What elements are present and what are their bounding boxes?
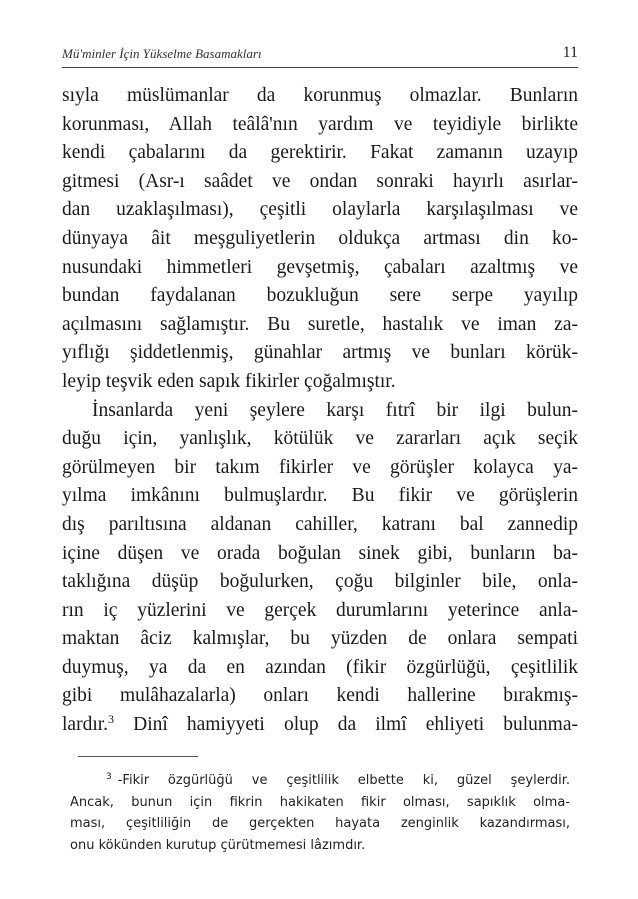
text-line: maktan âciz kalmışlar, bu yüzden de onlara sempati <box>62 628 578 650</box>
text-line: yılma imkânını bulmuşlardır. Bu fikir ve görüşlerin <box>62 485 578 507</box>
footnote-line: ması, çeşitliliğin de gerçekten hayata zenginlik kazandırması, <box>70 816 570 831</box>
text-line: sıyla müslümanlar da korunmuş olmazlar. Bunların <box>62 85 578 106</box>
footnote-rule <box>78 756 198 757</box>
text-line-with-footnote-ref <box>62 711 578 740</box>
header-rule <box>62 67 578 68</box>
text-line: yıflığı şiddetlenmiş, günahlar artmış ve bunları körük- <box>62 342 578 364</box>
footnote-line: onu kökünden kurutup çürütmemesi lâzımdır. <box>70 837 366 853</box>
text-line: rın iç yüzlerini ve gerçek durumlarını yeterince anla- <box>62 599 578 621</box>
text-line: içine düşen ve orada boğulan sinek gibi, bunların ba- <box>62 542 578 564</box>
running-header <box>62 44 578 68</box>
footnote-text: -Fikir özgürlüğü ve çeşitlilik elbette ki, güzel şeylerdir. <box>117 773 570 788</box>
text-line: korunması, Allah teâlâ'nın yardım ve teyidiyle birlikte <box>62 113 578 135</box>
footnote-line <box>70 770 570 792</box>
text-line: dünyaya âit meşguliyetlerin oldukça artması din ko- <box>62 227 578 249</box>
text-line: duğu için, yanlışlık, kötülük ve zararları açık seçik <box>62 428 578 450</box>
footnote-marker: 3 <box>106 772 112 782</box>
text-line: nusundaki himmetleri gevşetmiş, çabaları azaltmış ve <box>62 256 578 278</box>
text-line: dış parıltısına aldanan cahiller, katranı bal zannedip <box>62 513 578 535</box>
page-number: 11 <box>562 44 578 61</box>
text-line: gitmesi (Asr-ı saâdet ve ondan sonraki hayırlı asırlar- <box>62 170 578 192</box>
text-line: açılmasını sağlamıştır. Bu suretle, hastalık ve iman za- <box>62 313 578 335</box>
text-line: dan uzaklaşılması), çeşitli olaylarla karşılaşılması ve <box>62 199 578 221</box>
text-segment: lardır. <box>62 714 109 736</box>
text-line: bundan faydalanan bozukluğun sere serpe yayılıp <box>62 285 578 307</box>
running-title: Mü'minler İçin Yükselme Basamakları <box>62 46 262 61</box>
footnote-line: Ancak, bunun için fikrin hakikaten fikir olması, sapıklık olma- <box>70 794 570 810</box>
text-line: kendi çabalarını da gerektirir. Fakat zamanın uzayıp <box>62 142 578 164</box>
body-text <box>62 82 578 740</box>
text-segment: Dinî hamiyyeti olup da ilmî ehliyeti bulunma- <box>114 714 578 736</box>
paragraph-start-line: İnsanlarda yeni şeylere karşı fıtrî bir ilgi bulun- <box>92 399 578 421</box>
text-line: leyip teşvik eden sapık fikirler çoğalmıştır. <box>62 370 396 392</box>
footnote <box>70 770 570 856</box>
text-line: duymuş, ya da en azından (fikir özgürlüğü, çeşitlilik <box>62 656 578 678</box>
text-line: gibi mulâhazalarla) onları kendi hallerine bırakmış- <box>62 685 578 707</box>
text-line: taklığına düşüp boğulurken, çoğu bilginler bile, onla- <box>62 571 578 593</box>
footnote-reference[interactable]: 3 <box>108 712 115 727</box>
text-line: görülmeyen bir takım fikirler ve görüşler kolayca ya- <box>62 456 578 478</box>
